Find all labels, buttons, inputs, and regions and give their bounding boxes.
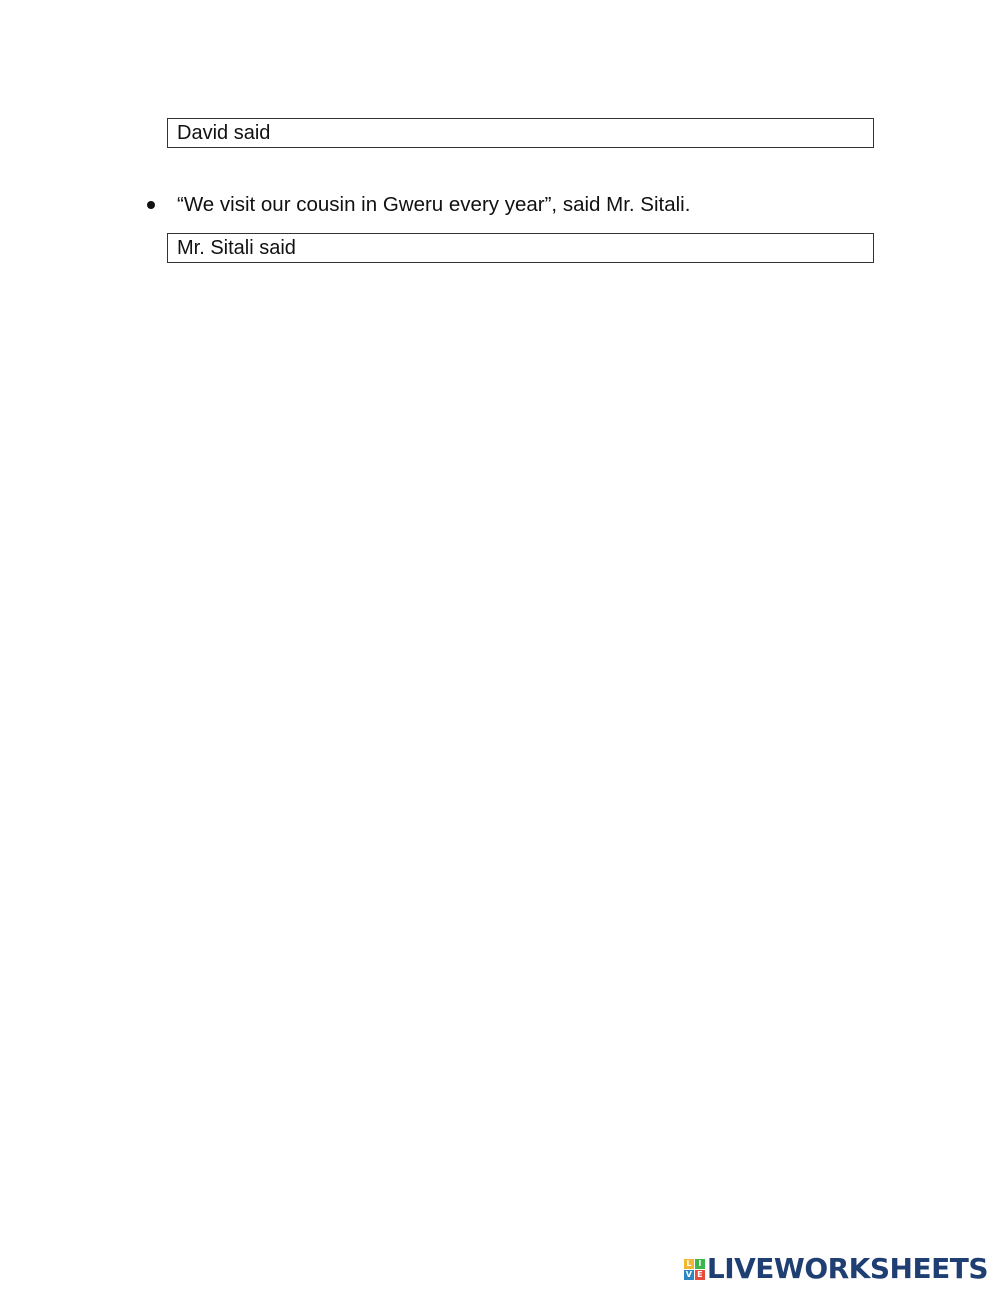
logo-tile: E (695, 1270, 705, 1280)
logo-icon (684, 1259, 705, 1280)
logo-tile: V (685, 1269, 692, 1279)
liveworksheets-logo (684, 1254, 988, 1284)
answer-field-david[interactable]: David said (167, 118, 874, 148)
bullet-icon (147, 201, 155, 209)
bullet-sentence: “We visit our cousin in Gweru every year”, said Mr. Sitali. (177, 193, 691, 216)
bullet-item (143, 190, 690, 220)
logo-text: LIVEWORKSHEETS (706, 1252, 988, 1285)
logo-tile: L (684, 1259, 694, 1269)
logo-tile: I (695, 1259, 705, 1269)
answer-field-mr-sitali[interactable]: Mr. Sitali said (167, 233, 874, 263)
